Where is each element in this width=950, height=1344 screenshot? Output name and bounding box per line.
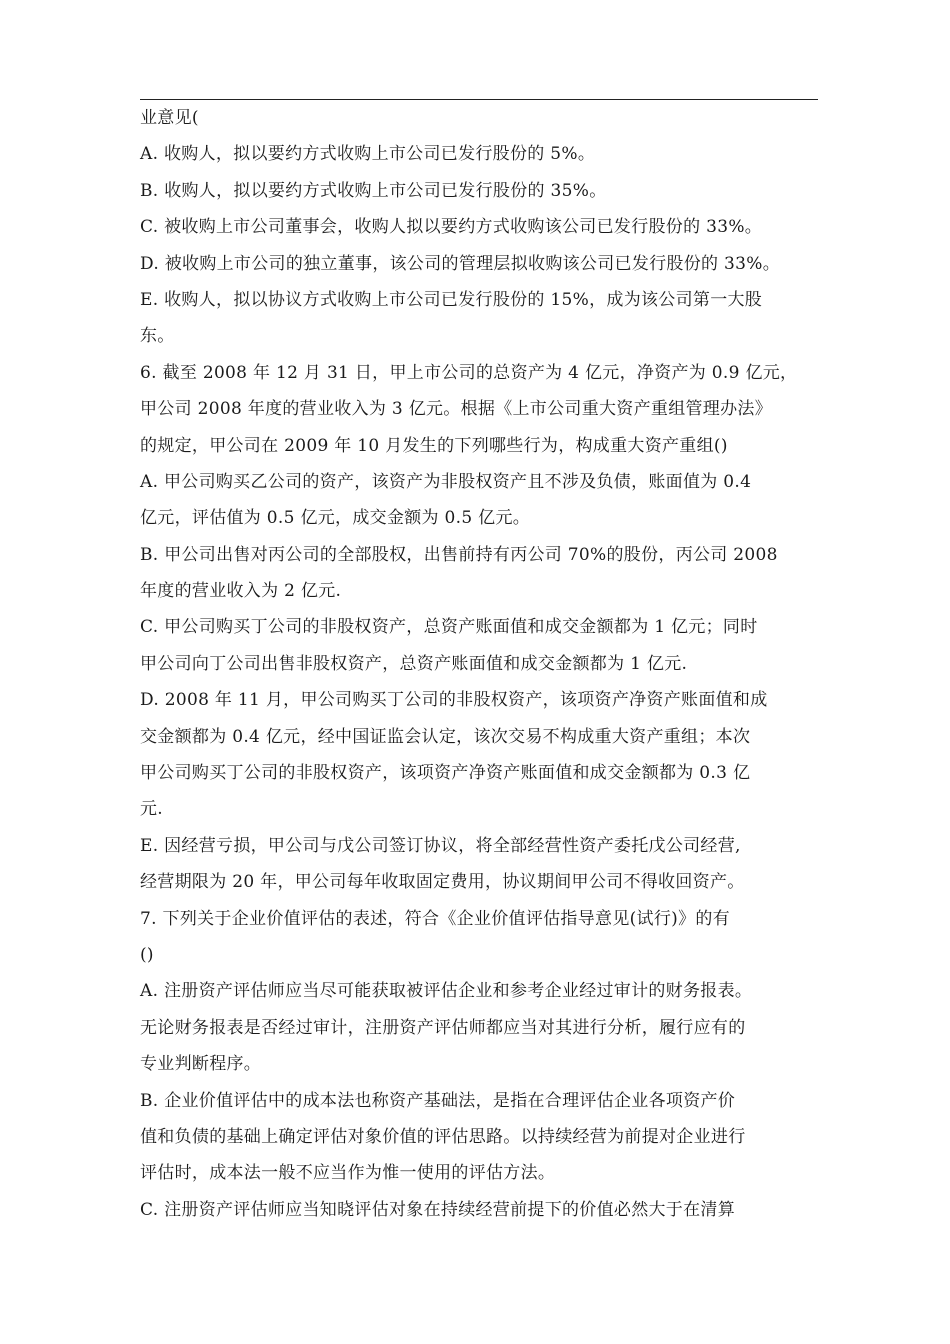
text-line: A. 收购人，拟以要约方式收购上市公司已发行股份的 5%。: [140, 144, 596, 165]
text-line: 年度的营业收入为 2 亿元.: [140, 581, 342, 602]
text-line: C. 甲公司购买丁公司的非股权资产，总资产账面值和成交金额都为 1 亿元；同时: [140, 617, 758, 638]
text-line: D. 2008 年 11 月，甲公司购买丁公司的非股权资产，该项资产净资产账面值和成: [140, 690, 768, 711]
text-line: 6. 截至 2008 年 12 月 31 日，甲上市公司的总资产为 4 亿元，净资产为 0.9 亿元，: [140, 362, 798, 383]
text-line: 无论财务报表是否经过审计，注册资产评估师都应当对其进行分析，履行应有的: [140, 1017, 746, 1038]
text-line: E. 因经营亏损，甲公司与戊公司签订协议，将全部经营性资产委托戊公司经营,: [140, 835, 741, 856]
text-line: 亿元，评估值为 0.5 亿元，成交金额为 0.5 亿元。: [140, 508, 531, 529]
text-line: 评估时，成本法一般不应当作为惟一使用的评估方法。: [140, 1163, 556, 1184]
text-line: 值和负债的基础上确定评估对象价值的评估思路。以持续经营为前提对企业进行: [140, 1126, 746, 1147]
text-line: (): [140, 944, 154, 965]
text-line: 经营期限为 20 年，甲公司每年收取固定费用，协议期间甲公司不得收回资产。: [140, 872, 745, 893]
text-line: A. 注册资产评估师应当尽可能获取被评估企业和参考企业经过审计的财务报表。: [140, 981, 753, 1002]
text-line: 7. 下列关于企业价值评估的表述，符合《企业价值评估指导意见(试行)》的有: [140, 908, 730, 929]
text-line: 元.: [140, 799, 164, 820]
text-line: D. 被收购上市公司的独立董事，该公司的管理层拟收购该公司已发行股份的 33%。: [140, 253, 781, 274]
text-line: C. 被收购上市公司董事会，收购人拟以要约方式收购该公司已发行股份的 33%。: [140, 217, 763, 238]
text-line: C. 注册资产评估师应当知晓评估对象在持续经营前提下的价值必然大于在清算: [140, 1199, 736, 1220]
text-line: 东。: [140, 326, 175, 347]
text-line: E. 收购人，拟以协议方式收购上市公司已发行股份的 15%，成为该公司第一大股: [140, 289, 763, 310]
text-line: A. 甲公司购买乙公司的资产，该资产为非股权资产且不涉及负债，账面值为 0.4: [140, 471, 752, 492]
text-line: 甲公司 2008 年度的营业收入为 3 亿元。根据《上市公司重大资产重组管理办法》: [140, 399, 772, 420]
text-line: B. 收购人，拟以要约方式收购上市公司已发行股份的 35%。: [140, 180, 607, 201]
text-line: 业意见(: [140, 108, 199, 128]
text-line: 的规定，甲公司在 2009 年 10 月发生的下列哪些行为，构成重大资产重组(): [140, 435, 728, 456]
text-line: 交金额都为 0.4 亿元，经中国证监会认定，该次交易不构成重大资产重组；本次: [140, 726, 751, 747]
document-body: [140, 100, 830, 1228]
text-line: B. 甲公司出售对丙公司的全部股权，出售前持有丙公司 70%的股份，丙公司 2008: [140, 544, 778, 565]
text-line: 甲公司向丁公司出售非股权资产，总资产账面值和成交金额都为 1 亿元.: [140, 653, 688, 674]
text-line: 甲公司购买丁公司的非股权资产，该项资产净资产账面值和成交金额都为 0.3 亿: [140, 763, 751, 784]
text-line: 专业判断程序。: [140, 1054, 262, 1075]
text-line: B. 企业价值评估中的成本法也称资产基础法，是指在合理评估企业各项资产价: [140, 1090, 736, 1111]
